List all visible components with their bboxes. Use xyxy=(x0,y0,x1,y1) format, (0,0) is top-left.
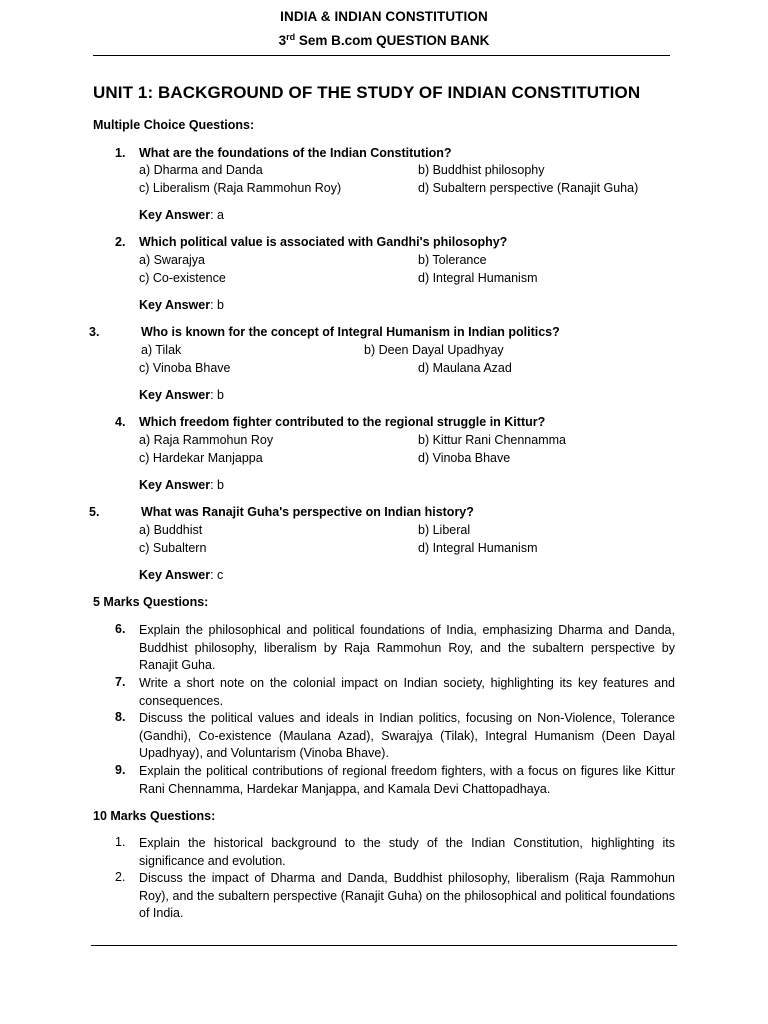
ten-marks-number: 1. xyxy=(115,835,126,849)
mcq-question: What are the foundations of the Indian Constitution? xyxy=(139,146,452,160)
mcq-answer xyxy=(139,478,224,492)
mcq-option-a: a) Dharma and Danda xyxy=(139,163,263,177)
five-marks-question: Discuss the political values and ideals in Indian politics, focusing on Non-Violence, Tolerance (Gandhi), Co-existence (Maulana Azad), Swarajya (Tilak), Integral Humanism (Deen Dayal Upadhyay), and Voluntarism (Vinoba Bhave). xyxy=(139,711,675,760)
mcq-number: 1. xyxy=(115,146,126,160)
ten-marks-question: Discuss the impact of Dharma and Danda, Buddhist philosophy, liberalism (Raja Rammohun Roy), and the subaltern perspective (Ranajit Guha) on the philosophical and political foundations of India. xyxy=(139,871,675,920)
mcq-option-a: a) Buddhist xyxy=(139,523,203,537)
mcq-option-d: d) Integral Humanism xyxy=(418,271,538,285)
answer-value: : a xyxy=(210,208,224,222)
five-marks-question: Explain the political contributions of regional freedom fighters, with a focus on figures like Kittur Rani Chennamma, Hardekar Manjappa, and Kamala Devi Chattopadhaya. xyxy=(139,764,675,796)
mcq-option-b: b) Tolerance xyxy=(418,253,487,267)
answer-value: : b xyxy=(210,478,224,492)
mcq-option-d: d) Integral Humanism xyxy=(418,541,538,555)
answer-label: Key Answer xyxy=(139,298,211,312)
header-sem-suffix: rd xyxy=(286,32,296,42)
mcq-heading: Multiple Choice Questions: xyxy=(93,118,255,132)
mcq-answer xyxy=(139,388,224,402)
header-subtitle-text: Sem B.com QUESTION BANK xyxy=(295,33,490,48)
mcq-question: Who is known for the concept of Integral Humanism in Indian politics? xyxy=(141,325,560,339)
mcq-option-a: a) Tilak xyxy=(141,343,182,357)
five-marks-heading: 5 Marks Questions: xyxy=(93,595,209,609)
mcq-number: 4. xyxy=(115,415,126,429)
mcq-question: Which freedom fighter contributed to the regional struggle in Kittur? xyxy=(139,415,546,429)
mcq-option-a: a) Swarajya xyxy=(139,253,205,267)
five-marks-number: 9. xyxy=(115,763,126,777)
answer-label: Key Answer xyxy=(139,568,211,582)
mcq-number: 2. xyxy=(115,235,126,249)
mcq-option-c: c) Subaltern xyxy=(139,541,207,555)
ten-marks-heading: 10 Marks Questions: xyxy=(93,809,216,823)
mcq-option-a: a) Raja Rammohun Roy xyxy=(139,433,274,447)
answer-label: Key Answer xyxy=(139,388,211,402)
mcq-option-c: c) Hardekar Manjappa xyxy=(139,451,263,465)
answer-value: : c xyxy=(210,568,224,582)
mcq-option-d: d) Maulana Azad xyxy=(418,361,512,375)
mcq-option-b: b) Liberal xyxy=(418,523,471,537)
mcq-option-c: c) Vinoba Bhave xyxy=(139,361,231,375)
mcq-number: 3. xyxy=(89,325,100,339)
mcq-question: What was Ranajit Guha's perspective on Indian history? xyxy=(141,505,474,519)
header-rule xyxy=(93,55,670,56)
mcq-option-c: c) Liberalism (Raja Rammohun Roy) xyxy=(139,181,342,195)
ten-marks-question: Explain the historical background to the study of the Indian Constitution, highlighting its significance and evolution. xyxy=(139,836,675,868)
mcq-answer xyxy=(139,568,223,582)
ten-marks-number: 2. xyxy=(115,870,126,884)
answer-label: Key Answer xyxy=(139,208,211,222)
mcq-option-c: c) Co-existence xyxy=(139,271,226,285)
five-marks-number: 6. xyxy=(115,622,126,636)
answer-value: : b xyxy=(210,388,224,402)
mcq-option-b: b) Buddhist philosophy xyxy=(418,163,545,177)
five-marks-number: 8. xyxy=(115,710,126,724)
footer-rule xyxy=(91,945,677,946)
answer-value: : b xyxy=(210,298,224,312)
unit-title: UNIT 1: BACKGROUND OF THE STUDY OF INDIAN CONSTITUTION xyxy=(93,83,641,102)
answer-label: Key Answer xyxy=(139,478,211,492)
mcq-question: Which political value is associated with Gandhi's philosophy? xyxy=(139,235,508,249)
mcq-option-b: b) Kittur Rani Chennamma xyxy=(418,433,566,447)
mcq-number: 5. xyxy=(89,505,100,519)
mcq-answer xyxy=(139,208,224,222)
mcq-answer xyxy=(139,298,224,312)
five-marks-question: Write a short note on the colonial impact on Indian society, highlighting its key features and consequences. xyxy=(139,676,675,708)
mcq-option-d: d) Subaltern perspective (Ranajit Guha) xyxy=(418,181,639,195)
mcq-option-d: d) Vinoba Bhave xyxy=(418,451,511,465)
header-subtitle xyxy=(0,33,768,48)
mcq-option-b: b) Deen Dayal Upadhyay xyxy=(364,343,504,357)
five-marks-question: Explain the philosophical and political foundations of India, emphasizing Dharma and Danda, Buddhist philosophy, liberalism by Raja Rammohun Roy, and the subaltern perspective by Ranajit Guha. xyxy=(139,623,675,672)
header-sem-number: 3 xyxy=(278,33,287,48)
header-title: INDIA & INDIAN CONSTITUTION xyxy=(280,9,488,24)
five-marks-number: 7. xyxy=(115,675,126,689)
